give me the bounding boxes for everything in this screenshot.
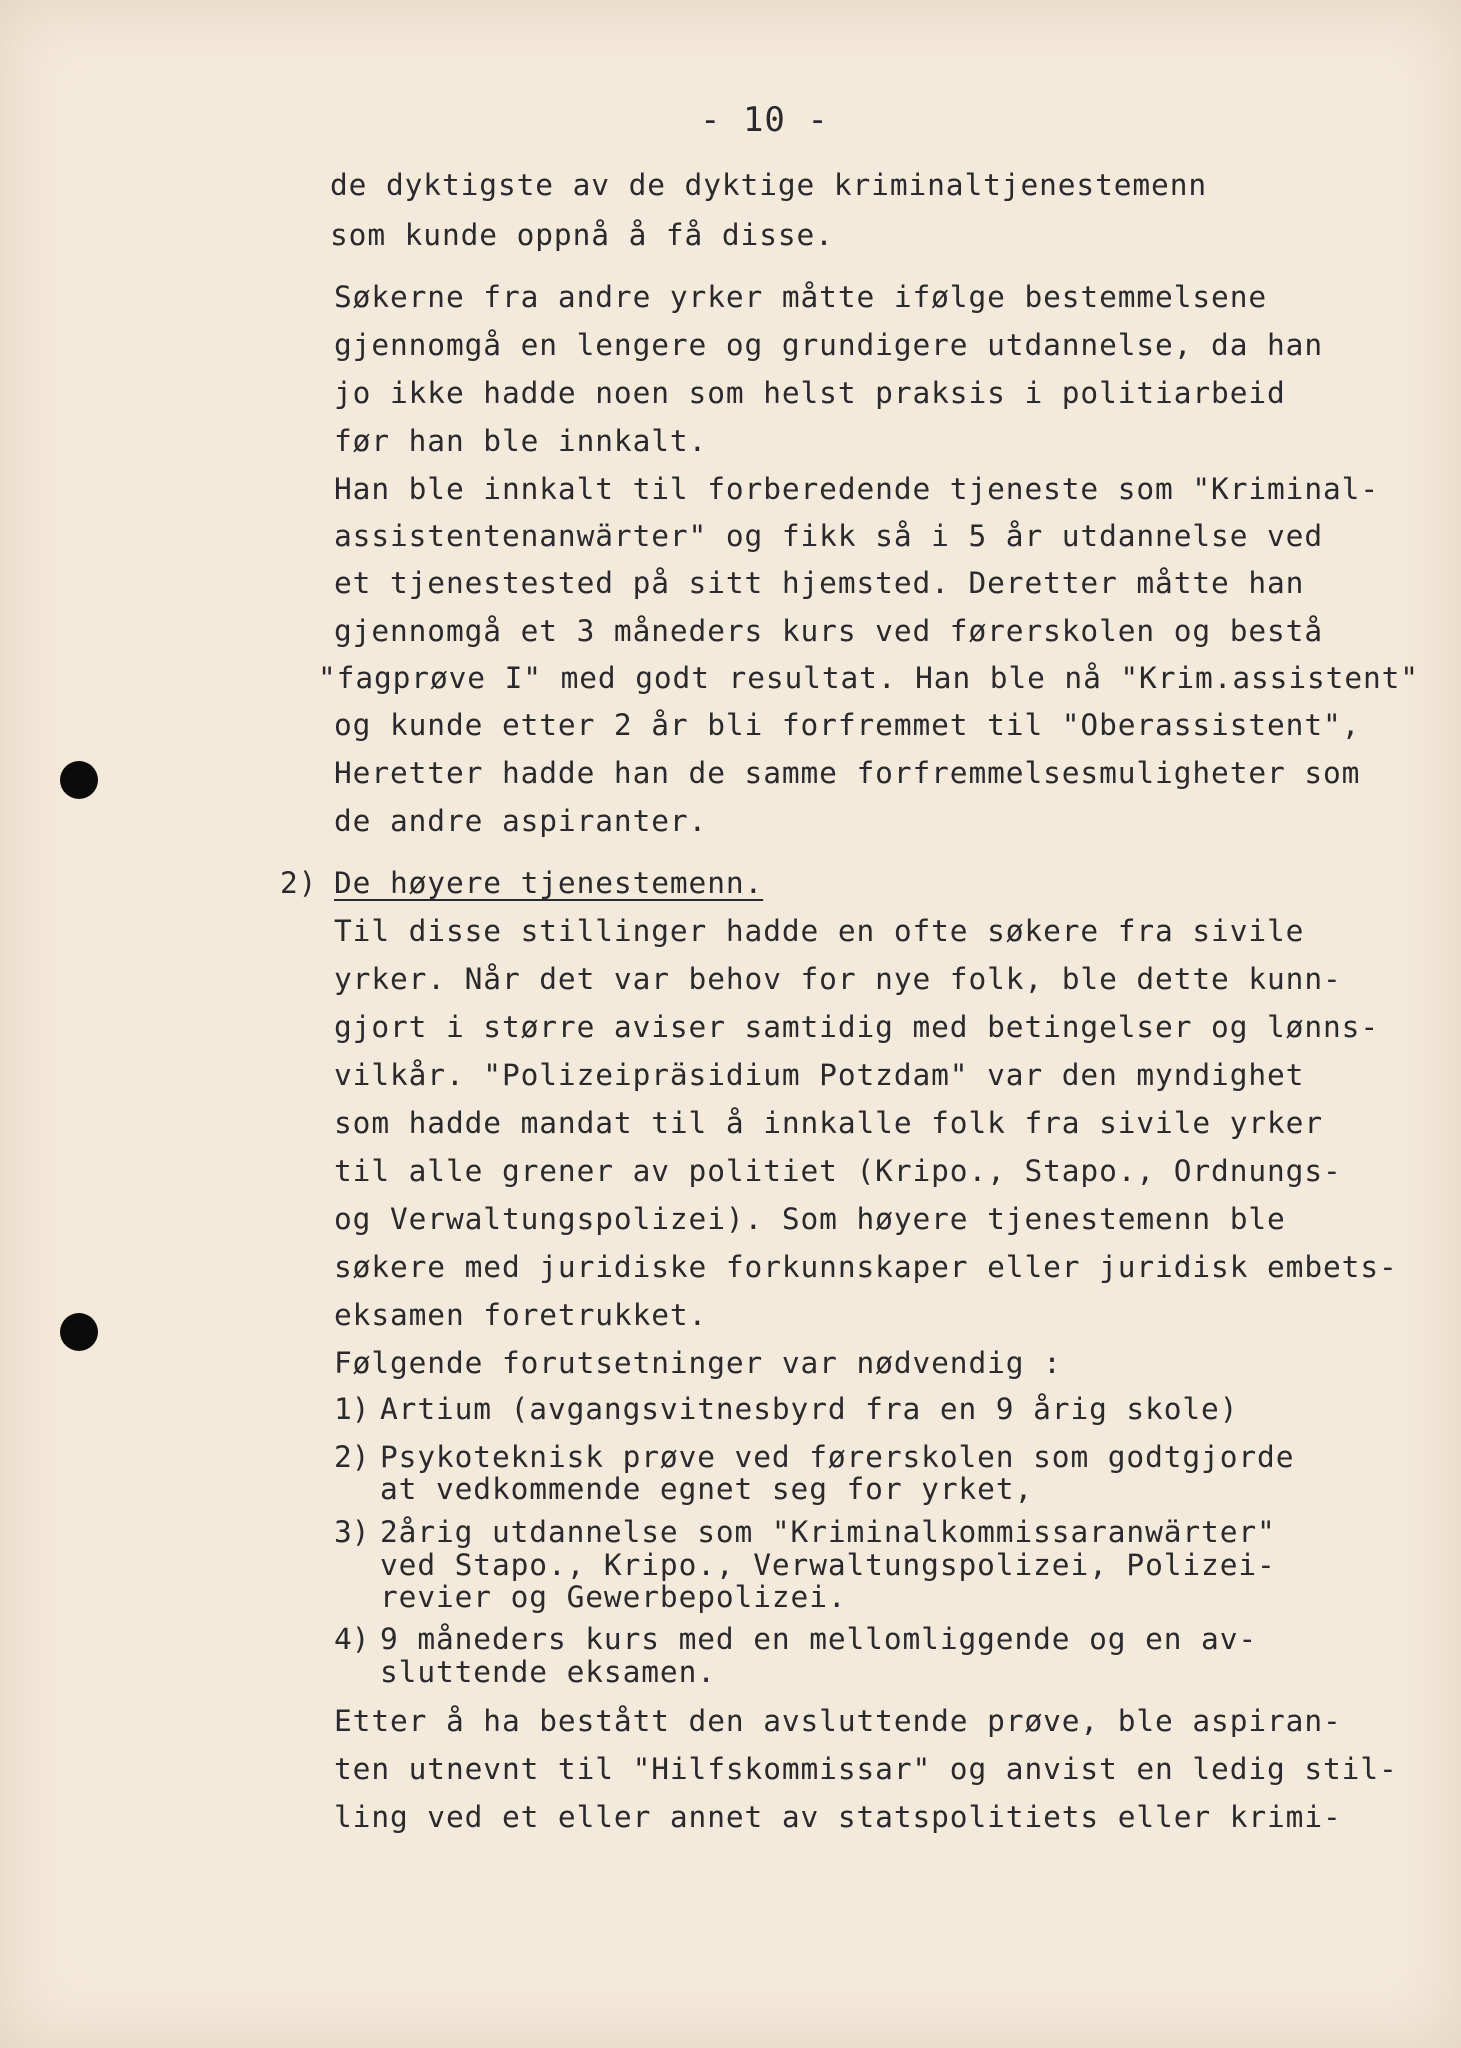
list-item-line: ved Stapo., Kripo., Verwaltungspolizei, Polizei- (380, 1548, 1276, 1582)
text-line: eksamen foretrukket. (334, 1298, 708, 1332)
list-item-line: revier og Gewerbepolizei. (380, 1580, 847, 1614)
text-line: som hadde mandat til å innkalle folk fra sivile yrker (334, 1106, 1324, 1140)
list-item-line: 2årig utdannelse som "Kriminalkommissaranwärter" (380, 1515, 1276, 1549)
list-number: 1) (334, 1392, 370, 1426)
list-item-line: Psykoteknisk prøve ved førerskolen som godtgjorde (380, 1440, 1295, 1474)
list-item-line: at vedkommende egnet seg for yrket, (380, 1472, 1034, 1506)
list-item-line: 9 måneders kurs med en mellomliggende og en av- (380, 1622, 1258, 1656)
text-line: Heretter hadde han de samme forfremmelsesmuligheter som (334, 756, 1361, 790)
text-line: gjort i større aviser samtidig med betingelser og lønns- (334, 1010, 1379, 1044)
text-line: yrker. Når det var behov for nye folk, ble dette kunn- (334, 962, 1342, 996)
text-line: gjennomgå en lengere og grundigere utdannelse, da han (334, 328, 1324, 362)
text-line: Han ble innkalt til forberedende tjeneste som "Kriminal- (334, 472, 1379, 506)
punch-hole-bottom (60, 1313, 98, 1351)
text-line: jo ikke hadde noen som helst praksis i politiarbeid (334, 376, 1286, 410)
text-line: "fagprøve I" med godt resultat. Han ble nå "Krim.assistent" (318, 661, 1419, 695)
text-line: som kunde oppnå å få disse. (330, 218, 834, 252)
text-line: Søkerne fra andre yrker måtte ifølge bestemmelsene (334, 280, 1268, 314)
section-number: 2) (280, 866, 318, 900)
text-line: et tjenestested på sitt hjemsted. Deretter måtte han (334, 566, 1305, 600)
list-item-line: Artium (avgangsvitnesbyrd fra en 9 årig skole) (380, 1392, 1239, 1426)
text-line: ten utnevnt til "Hilfskommissar" og anvist en ledig stil- (334, 1752, 1398, 1786)
list-item-line: sluttende eksamen. (380, 1655, 716, 1689)
text-line: til alle grener av politiet (Kripo., Stapo., Ordnungs- (334, 1154, 1342, 1188)
text-line: Etter å ha bestått den avsluttende prøve, ble aspiran- (334, 1704, 1342, 1738)
list-number: 3) (334, 1515, 370, 1549)
section-heading: De høyere tjenestemenn. (334, 866, 764, 900)
text-line: før han ble innkalt. (334, 424, 708, 458)
text-line: assistentenanwärter" og fikk så i 5 år utdannelse ved (334, 519, 1324, 553)
text-line: og kunde etter 2 år bli forfremmet til "Oberassistent", (334, 708, 1361, 742)
text-line: vilkår. "Polizeipräsidium Potzdam" var den myndighet (334, 1058, 1305, 1092)
list-number: 4) (334, 1622, 370, 1656)
text-line: de andre aspiranter. (334, 804, 708, 838)
list-number: 2) (334, 1440, 370, 1474)
text-line: ling ved et eller annet av statspolitiets eller krimi- (334, 1800, 1342, 1834)
text-line: Følgende forutsetninger var nødvendig : (334, 1346, 1062, 1380)
text-line: gjennomgå et 3 måneders kurs ved førerskolen og bestå (334, 614, 1324, 648)
page-number: - 10 - (700, 100, 829, 140)
text-line: søkere med juridiske forkunnskaper eller juridisk embets- (334, 1250, 1398, 1284)
text-line: og Verwaltungspolizei). Som høyere tjenestemenn ble (334, 1202, 1286, 1236)
text-line: Til disse stillinger hadde en ofte søkere fra sivile (334, 914, 1305, 948)
text-line: de dyktigste av de dyktige kriminaltjenestemenn (330, 168, 1208, 202)
punch-hole-top (60, 761, 98, 799)
